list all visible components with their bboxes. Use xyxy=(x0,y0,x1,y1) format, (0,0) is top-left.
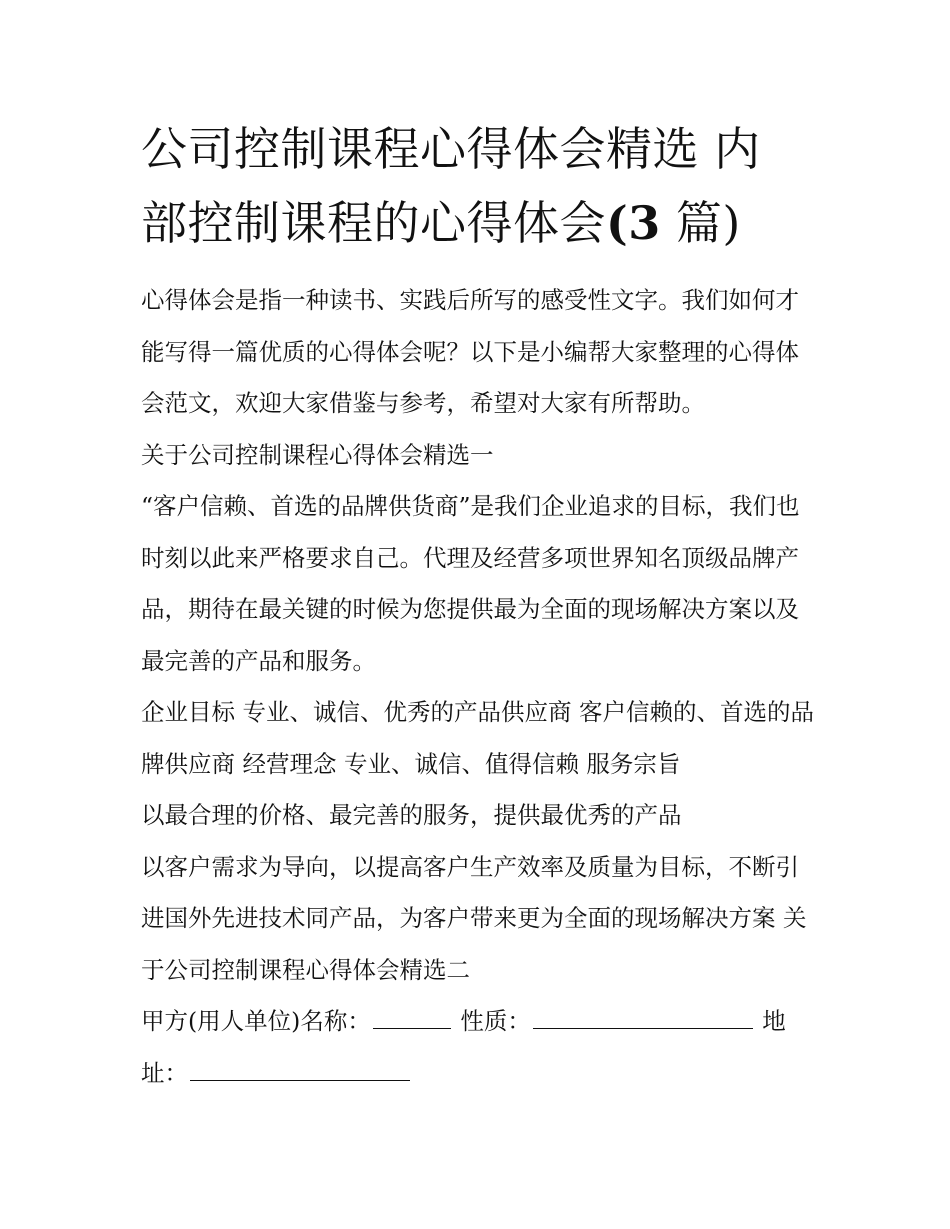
address-label-part1: 地 xyxy=(754,1007,786,1035)
nature-blank xyxy=(533,1004,753,1029)
goal-paragraph: “客户信赖、首选的品牌供货商”是我们企业追求的目标，我们也时刻以此来严格要求自己。代理及经营多项世界知名顶级品牌产品，期待在最关键的时候为您提供最为全面的现场解决方案以及最完善的产品和服务。 xyxy=(141,492,800,675)
document-title xyxy=(141,112,821,260)
form-line xyxy=(141,996,821,1099)
title-line-2-suffix: 篇) xyxy=(660,196,741,250)
name-label: 甲方(用人单位)名称： xyxy=(141,1007,371,1035)
name-blank xyxy=(373,1004,451,1029)
title-line-1: 公司控制课程心得体会精选 内 xyxy=(141,122,761,176)
title-line-2-count: (3 xyxy=(606,196,661,250)
service-paragraph: 以最合理的价格、最完善的服务，提供最优秀的产品 xyxy=(141,801,682,829)
document-body xyxy=(141,275,821,1099)
section-heading-one: 关于公司控制课程心得体会精选一 xyxy=(141,440,494,469)
intro-paragraph: 心得体会是指一种读书、实践后所写的感受性文字。我们如何才能写得一篇优质的心得体会呢？以下是小编帮大家整理的心得体会范文，欢迎大家借鉴与参考，希望对大家有所帮助。 xyxy=(141,286,799,417)
address-blank xyxy=(190,1056,410,1081)
title-line-2-text: 部控制课程的心得体会 xyxy=(141,196,606,250)
customer-paragraph: 以客户需求为导向，以提高客户生产效率及质量为目标，不断引进国外先进技术同产品，为客户带来更为全面的现场解决方案 关于公司控制课程心得体会精选二 xyxy=(141,852,807,984)
enterprise-goal-paragraph: 企业目标 专业、诚信、优秀的产品供应商 客户信赖的、首选的品牌供应商 经营理念 专业、诚信、值得信赖 服务宗旨 xyxy=(141,698,814,778)
address-label-part2: 址： xyxy=(141,1058,188,1087)
nature-label: 性质： xyxy=(452,1007,531,1035)
